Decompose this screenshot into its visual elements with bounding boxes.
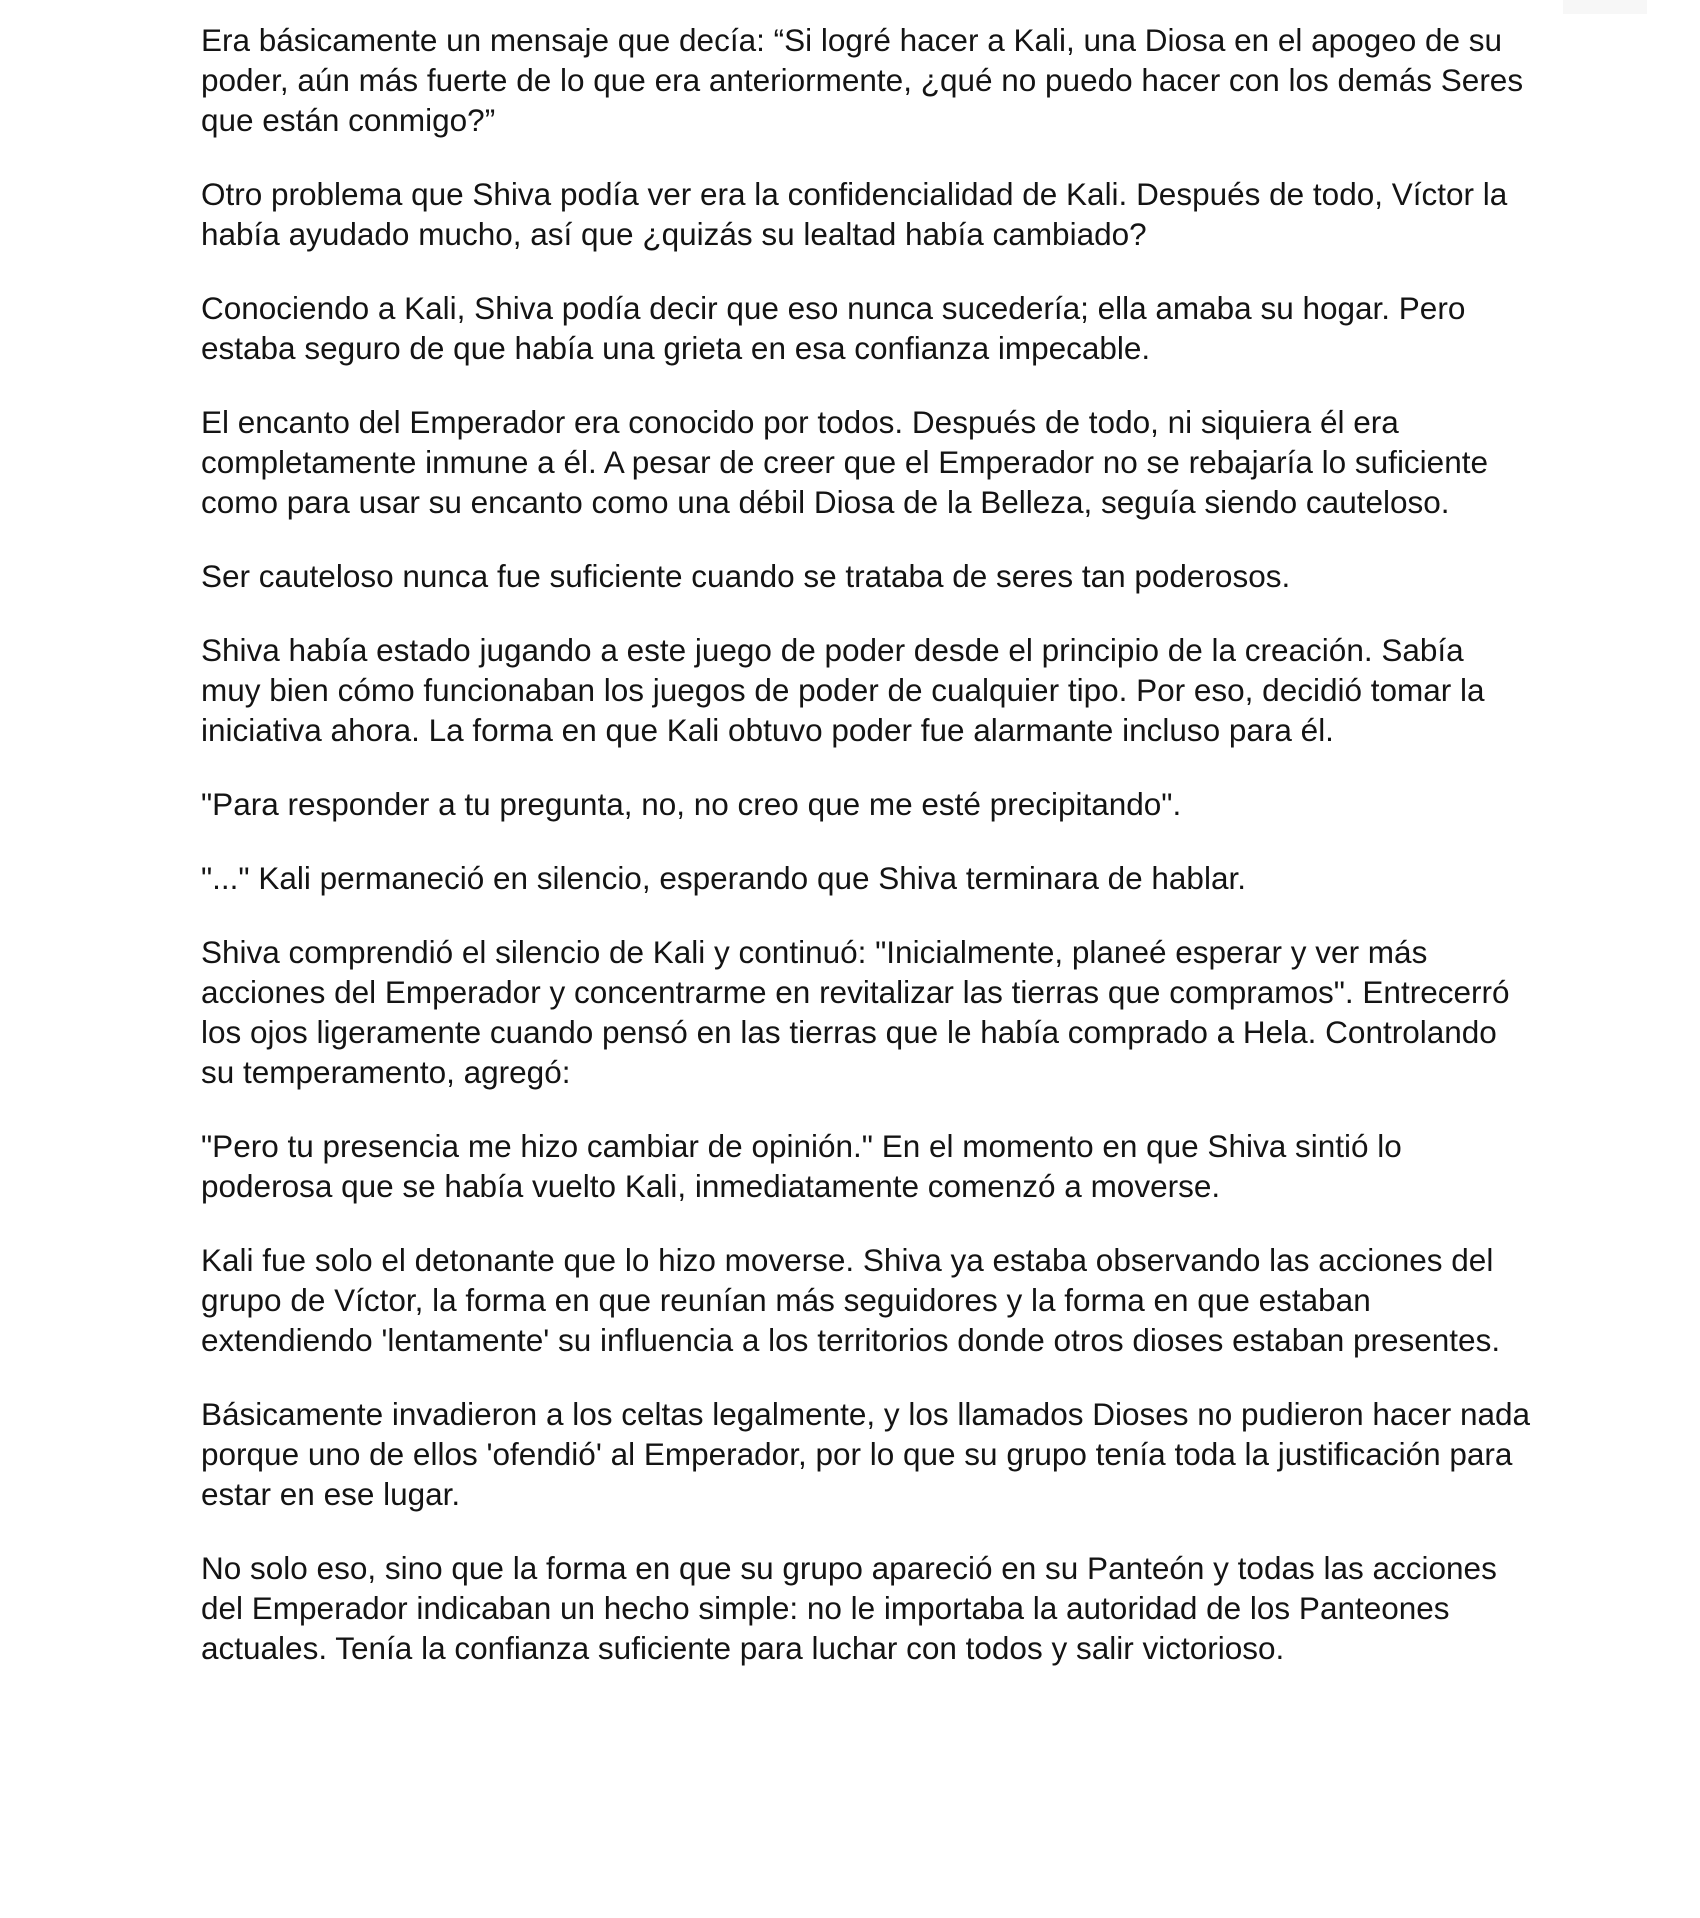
- paragraph: Shiva comprendió el silencio de Kali y continuó: "Inicialmente, planeé esperar y ver más acciones del Emperador y concentrarme en revitalizar las tierras que compramos". Entrecerró los ojos ligeramente cuando pensó en las tierras que le había comprado a Hela. Controlando su temperamento, agregó:: [201, 934, 1510, 1090]
- paragraph: Kali fue solo el detonante que lo hizo moverse. Shiva ya estaba observando las acciones del grupo de Víctor, la forma en que reunían más seguidores y la forma en que estaban extendiendo 'lentamente' su influencia a los territorios donde otros dioses estaban presentes.: [201, 1242, 1501, 1358]
- paragraph: "..." Kali permaneció en silencio, esperando que Shiva terminara de hablar.: [201, 860, 1246, 896]
- paragraph: "Pero tu presencia me hizo cambiar de opinión." En el momento en que Shiva sintió lo poderosa que se había vuelto Kali, inmediatamente comenzó a moverse.: [201, 1128, 1402, 1204]
- scan-corner-mark: [1563, 0, 1647, 14]
- paragraph: Ser cauteloso nunca fue suficiente cuando se trataba de seres tan poderosos.: [201, 558, 1291, 594]
- paragraph: No solo eso, sino que la forma en que su grupo apareció en su Panteón y todas las acciones del Emperador indicaban un hecho simple: no le importaba la autoridad de los Panteones actuales. Tenía la confianza suficiente para luchar con todos y salir victorioso.: [201, 1550, 1497, 1666]
- paragraph: Otro problema que Shiva podía ver era la confidencialidad de Kali. Después de todo, Víctor la había ayudado mucho, así que ¿quizás su lealtad había cambiado?: [201, 176, 1508, 252]
- paragraph: Shiva había estado jugando a este juego de poder desde el principio de la creación. Sabía muy bien cómo funcionaban los juegos de poder de cualquier tipo. Por eso, decidió tomar la iniciativa ahora. La forma en que Kali obtuvo poder fue alarmante incluso para él.: [201, 632, 1485, 748]
- paragraph: Era básicamente un mensaje que decía: “Si logré hacer a Kali, una Diosa en el apogeo de su poder, aún más fuerte de lo que era anteriormente, ¿qué no puedo hacer con los demás Seres que están conmigo?”: [201, 22, 1524, 138]
- paragraph: El encanto del Emperador era conocido por todos. Después de todo, ni siquiera él era completamente inmune a él. A pesar de creer que el Emperador no se rebajaría lo suficiente como para usar su encanto como una débil Diosa de la Belleza, seguía siendo cauteloso.: [201, 404, 1488, 520]
- paragraph: "Para responder a tu pregunta, no, no creo que me esté precipitando".: [201, 786, 1182, 822]
- document-body: [201, 20, 1531, 1702]
- paragraph: Básicamente invadieron a los celtas legalmente, y los llamados Dioses no pudieron hacer nada porque uno de ellos 'ofendió' al Emperador, por lo que su grupo tenía toda la justificación para estar en ese lugar.: [201, 1396, 1531, 1512]
- paragraph: Conociendo a Kali, Shiva podía decir que eso nunca sucedería; ella amaba su hogar. Pero estaba seguro de que había una grieta en esa confianza impecable.: [201, 290, 1466, 366]
